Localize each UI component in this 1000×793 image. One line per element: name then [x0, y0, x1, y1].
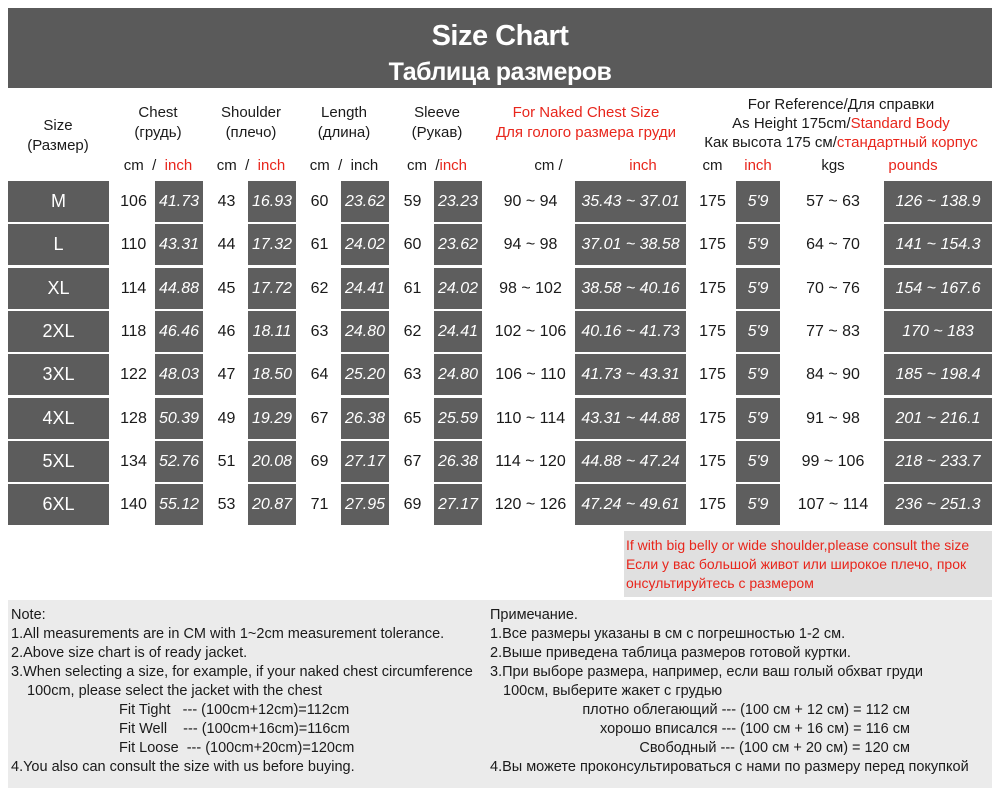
cell-sleeve-in: 23.23 — [434, 181, 482, 222]
cell-shoulder-in: 19.29 — [248, 398, 296, 439]
notes-heading-ru: Примечание. — [490, 607, 578, 623]
cell-shoulder-cm: 43 — [206, 181, 247, 222]
cell-height-cm: 175 — [690, 224, 735, 265]
fit-well-en: Fit Well --- (100cm+16cm)=116cm — [119, 721, 350, 737]
table-row — [0, 354, 1000, 395]
cell-length-cm: 64 — [299, 354, 340, 395]
cell-chest-in: 43.31 — [155, 224, 203, 265]
cell-sleeve-cm: 60 — [392, 224, 433, 265]
header-chest: Chest (грудь) — [113, 93, 203, 151]
cell-naked-in: 40.16 ~ 41.73 — [575, 311, 686, 352]
fit-loose-en: Fit Loose --- (100cm+20cm)=120cm — [119, 740, 355, 756]
header-shoulder: Shoulder (плечо) — [206, 93, 296, 151]
notes-panel — [8, 600, 992, 788]
cell-height-in: 5'9 — [736, 181, 780, 222]
unit-chest: cm / inch — [123, 157, 193, 174]
header-sleeve: Sleeve (Рукав) — [392, 93, 482, 151]
table-row — [0, 441, 1000, 482]
cell-length-cm: 62 — [299, 268, 340, 309]
cell-naked-cm: 90 ~ 94 — [486, 181, 575, 222]
fit-loose-ru: Свободный --- (100 см + 20 см) = 120 см — [639, 740, 910, 756]
unit-height-inch: inch — [744, 157, 772, 174]
header-reference: For Reference/Для справки As Height 175cm/Standard Body Как высота 175 см/стандартный корпус — [690, 93, 992, 151]
cell-chest-in: 44.88 — [155, 268, 203, 309]
cell-sleeve-cm: 67 — [392, 441, 433, 482]
cell-height-cm: 175 — [690, 441, 735, 482]
note-ru-2: 2.Выше приведена таблица размеров готовой куртки. — [490, 645, 851, 661]
cell-height-cm: 175 — [690, 181, 735, 222]
cell-shoulder-in: 16.93 — [248, 181, 296, 222]
cell-shoulder-in: 18.50 — [248, 354, 296, 395]
cell-shoulder-in: 18.11 — [248, 311, 296, 352]
cell-naked-cm: 114 ~ 120 — [486, 441, 575, 482]
fit-tight-ru: плотно облегающий --- (100 см + 12 см) = 112 см — [582, 702, 910, 718]
cell-chest-cm: 106 — [113, 181, 154, 222]
cell-length-in: 26.38 — [341, 398, 389, 439]
note-en-3b: 100cm, please select the jacket with the chest — [27, 683, 322, 699]
cell-chest-in: 55.12 — [155, 484, 203, 525]
cell-chest-in: 41.73 — [155, 181, 203, 222]
cell-pounds: 185 ~ 198.4 — [884, 354, 992, 395]
cell-pounds: 141 ~ 154.3 — [884, 224, 992, 265]
cell-sleeve-in: 24.80 — [434, 354, 482, 395]
cell-length-cm: 61 — [299, 224, 340, 265]
title-bar — [8, 8, 992, 88]
consult-notice: If with big belly or wide shoulder,please consult the size Если у вас большой живот или широкое плечо, прок онсультируйтесь с размером — [624, 531, 992, 597]
cell-height-in: 5'9 — [736, 354, 780, 395]
cell-pounds: 218 ~ 233.7 — [884, 441, 992, 482]
unit-naked-cm: cm / — [534, 157, 563, 174]
cell-length-cm: 71 — [299, 484, 340, 525]
cell-naked-cm: 94 ~ 98 — [486, 224, 575, 265]
cell-shoulder-in: 20.87 — [248, 484, 296, 525]
notes-heading-en: Note: — [11, 607, 46, 623]
cell-length-in: 24.80 — [341, 311, 389, 352]
cell-length-cm: 60 — [299, 181, 340, 222]
cell-naked-cm: 102 ~ 106 — [486, 311, 575, 352]
cell-size: 4XL — [8, 398, 109, 439]
cell-sleeve-in: 24.41 — [434, 311, 482, 352]
cell-size: 6XL — [8, 484, 109, 525]
cell-pounds: 170 ~ 183 — [884, 311, 992, 352]
cell-naked-in: 37.01 ~ 38.58 — [575, 224, 686, 265]
cell-naked-cm: 106 ~ 110 — [486, 354, 575, 395]
cell-kgs: 84 ~ 90 — [783, 354, 883, 395]
unit-sleeve: cm /inch — [406, 157, 468, 174]
cell-chest-cm: 122 — [113, 354, 154, 395]
cell-size: 3XL — [8, 354, 109, 395]
fit-tight-en: Fit Tight --- (100cm+12cm)=112cm — [119, 702, 350, 718]
cell-naked-cm: 120 ~ 126 — [486, 484, 575, 525]
cell-pounds: 126 ~ 138.9 — [884, 181, 992, 222]
note-en-1: 1.All measurements are in CM with 1~2cm measurement tolerance. — [11, 626, 445, 642]
cell-length-cm: 63 — [299, 311, 340, 352]
cell-shoulder-in: 17.32 — [248, 224, 296, 265]
unit-length: cm / inch — [309, 157, 379, 174]
note-ru-3a: 3.При выборе размера, например, если ваш голый обхват груди — [490, 664, 923, 680]
cell-sleeve-in: 26.38 — [434, 441, 482, 482]
cell-shoulder-cm: 47 — [206, 354, 247, 395]
cell-kgs: 64 ~ 70 — [783, 224, 883, 265]
cell-shoulder-in: 17.72 — [248, 268, 296, 309]
cell-size: M — [8, 181, 109, 222]
note-en-2: 2.Above size chart is of ready jacket. — [11, 645, 248, 661]
cell-length-in: 23.62 — [341, 181, 389, 222]
cell-sleeve-in: 23.62 — [434, 224, 482, 265]
cell-sleeve-cm: 63 — [392, 354, 433, 395]
cell-shoulder-cm: 45 — [206, 268, 247, 309]
note-en-4: 4.You also can consult the size with us before buying. — [11, 759, 355, 775]
cell-kgs: 70 ~ 76 — [783, 268, 883, 309]
header-length: Length (длина) — [299, 93, 389, 151]
cell-sleeve-cm: 69 — [392, 484, 433, 525]
cell-height-cm: 175 — [690, 354, 735, 395]
cell-naked-in: 47.24 ~ 49.61 — [575, 484, 686, 525]
cell-chest-cm: 128 — [113, 398, 154, 439]
cell-height-cm: 175 — [690, 311, 735, 352]
header-size: Size (Размер) — [8, 93, 108, 177]
note-ru-1: 1.Все размеры указаны в см с погрешностью 1-2 см. — [490, 626, 846, 642]
table-row — [0, 311, 1000, 352]
cell-shoulder-cm: 53 — [206, 484, 247, 525]
cell-kgs: 77 ~ 83 — [783, 311, 883, 352]
cell-naked-in: 38.58 ~ 40.16 — [575, 268, 686, 309]
cell-pounds: 201 ~ 216.1 — [884, 398, 992, 439]
cell-height-cm: 175 — [690, 268, 735, 309]
note-en-3a: 3.When selecting a size, for example, if your naked chest circumference — [11, 664, 473, 680]
cell-naked-cm: 98 ~ 102 — [486, 268, 575, 309]
cell-naked-in: 41.73 ~ 43.31 — [575, 354, 686, 395]
cell-chest-in: 52.76 — [155, 441, 203, 482]
cell-length-cm: 69 — [299, 441, 340, 482]
cell-chest-in: 48.03 — [155, 354, 203, 395]
table-row — [0, 181, 1000, 222]
cell-height-cm: 175 — [690, 398, 735, 439]
cell-kgs: 99 ~ 106 — [783, 441, 883, 482]
cell-kgs: 91 ~ 98 — [783, 398, 883, 439]
cell-shoulder-cm: 44 — [206, 224, 247, 265]
cell-length-cm: 67 — [299, 398, 340, 439]
cell-size: 5XL — [8, 441, 109, 482]
header-naked-chest: For Naked Chest Size Для голого размера груди — [486, 93, 686, 151]
cell-chest-cm: 118 — [113, 311, 154, 352]
cell-size: L — [8, 224, 109, 265]
cell-shoulder-cm: 49 — [206, 398, 247, 439]
cell-pounds: 236 ~ 251.3 — [884, 484, 992, 525]
cell-naked-in: 35.43 ~ 37.01 — [575, 181, 686, 222]
note-ru-3b: 100см, выберите жакет с грудью — [503, 683, 723, 699]
cell-length-in: 24.41 — [341, 268, 389, 309]
unit-height-cm: cm — [702, 157, 723, 174]
cell-height-cm: 175 — [690, 484, 735, 525]
table-row — [0, 484, 1000, 525]
cell-pounds: 154 ~ 167.6 — [884, 268, 992, 309]
table-row — [0, 268, 1000, 309]
cell-chest-in: 50.39 — [155, 398, 203, 439]
cell-height-in: 5'9 — [736, 311, 780, 352]
cell-chest-cm: 134 — [113, 441, 154, 482]
cell-chest-cm: 114 — [113, 268, 154, 309]
cell-sleeve-cm: 61 — [392, 268, 433, 309]
cell-chest-in: 46.46 — [155, 311, 203, 352]
cell-height-in: 5'9 — [736, 268, 780, 309]
table-row — [0, 224, 1000, 265]
cell-chest-cm: 110 — [113, 224, 154, 265]
cell-sleeve-cm: 62 — [392, 311, 433, 352]
cell-sleeve-in: 24.02 — [434, 268, 482, 309]
cell-height-in: 5'9 — [736, 484, 780, 525]
cell-sleeve-in: 25.59 — [434, 398, 482, 439]
cell-length-in: 27.95 — [341, 484, 389, 525]
cell-shoulder-in: 20.08 — [248, 441, 296, 482]
cell-length-in: 25.20 — [341, 354, 389, 395]
cell-naked-in: 44.88 ~ 47.24 — [575, 441, 686, 482]
cell-kgs: 57 ~ 63 — [783, 181, 883, 222]
note-ru-4: 4.Вы можете проконсультироваться с нами по размеру перед покупкой — [490, 759, 969, 775]
cell-shoulder-cm: 51 — [206, 441, 247, 482]
cell-length-in: 24.02 — [341, 224, 389, 265]
cell-shoulder-cm: 46 — [206, 311, 247, 352]
cell-sleeve-cm: 65 — [392, 398, 433, 439]
unit-naked-inch: inch — [629, 157, 657, 174]
cell-height-in: 5'9 — [736, 224, 780, 265]
cell-sleeve-in: 27.17 — [434, 484, 482, 525]
title-english: Size Chart — [431, 20, 569, 52]
cell-chest-cm: 140 — [113, 484, 154, 525]
cell-size: 2XL — [8, 311, 109, 352]
unit-shoulder: cm / inch — [216, 157, 286, 174]
fit-well-ru: хорошо вписался --- (100 см + 16 см) = 116 см — [600, 721, 910, 737]
cell-naked-cm: 110 ~ 114 — [486, 398, 575, 439]
unit-pounds: pounds — [888, 157, 938, 174]
cell-naked-in: 43.31 ~ 44.88 — [575, 398, 686, 439]
unit-kgs: kgs — [821, 157, 845, 174]
title-russian: Таблица размеров — [388, 58, 612, 86]
cell-height-in: 5'9 — [736, 398, 780, 439]
cell-kgs: 107 ~ 114 — [783, 484, 883, 525]
cell-sleeve-cm: 59 — [392, 181, 433, 222]
table-row — [0, 398, 1000, 439]
cell-size: XL — [8, 268, 109, 309]
cell-length-in: 27.17 — [341, 441, 389, 482]
cell-height-in: 5'9 — [736, 441, 780, 482]
